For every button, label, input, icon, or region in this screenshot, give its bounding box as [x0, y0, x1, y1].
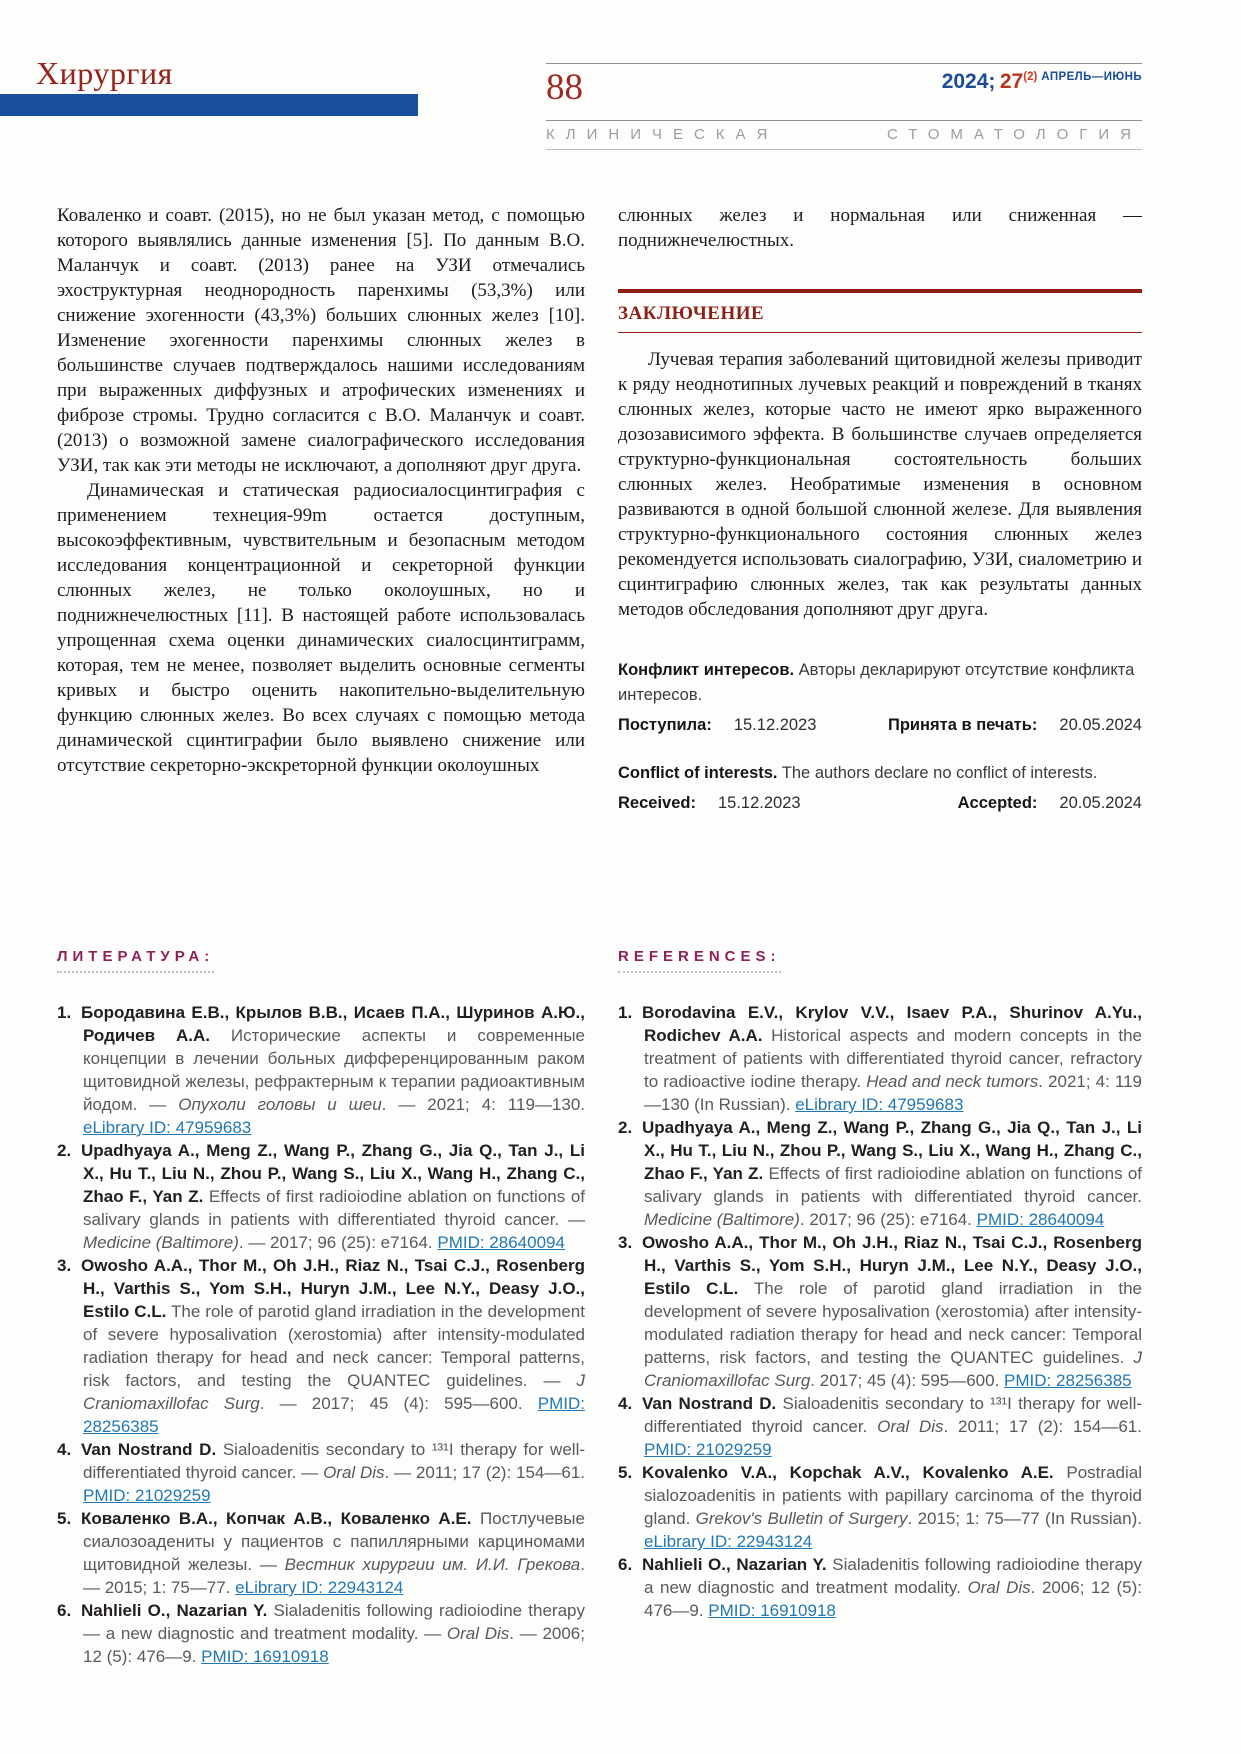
reference-number: 2.: [618, 1118, 633, 1137]
conflict-statement-en: [618, 761, 1142, 786]
reference-text: Upadhyaya A., Meng Z., Wang P., Zhang G., Jia Q., Tan J., Li X., Hu T., Liu N., Zhou P., Wang S., Liu X., Wang H., Zhang C., Zhao F., Yan Z.: [642, 1118, 1142, 1183]
reference-text: J Craniomaxillofac Surg: [644, 1348, 1142, 1390]
reference-text: Sialadenitis following radioiodine therapy a new diagnostic and treatment modality.: [644, 1555, 1142, 1597]
received-label-en: Received:: [618, 794, 696, 812]
reference-text: . — 2017; 96 (25): e7164.: [238, 1233, 438, 1252]
conflict-block-en: [618, 761, 1142, 816]
reference-text: . 2011; 17 (2): 154—61.: [943, 1417, 1142, 1436]
reference-text: J Craniomaxillofac Surg: [83, 1371, 585, 1413]
page-header-right: [546, 63, 1142, 108]
reference-text: Sialoadenitis secondary to ¹³¹I therapy for well-differentiated thyroid cancer. —: [83, 1440, 586, 1482]
reference-text: Van Nostrand D.: [81, 1440, 217, 1459]
reference-item: [618, 1461, 1142, 1553]
references-ru-list: [57, 1001, 585, 1668]
reference-text: . 2021; 4: 119—130 (In Russian).: [644, 1072, 1142, 1114]
reference-item: [618, 1116, 1142, 1231]
journal-name-word1: КЛИНИЧЕСКАЯ: [546, 126, 779, 143]
reference-text: Kovalenko V.A., Kopchak A.V., Kovalenko A.E.: [642, 1463, 1054, 1482]
issue-number: (2): [1023, 71, 1038, 83]
reference-text: . — 2021; 4: 119—130.: [381, 1095, 585, 1114]
reference-text: Опухоли головы и шеи: [178, 1095, 382, 1114]
reference-item: [618, 1231, 1142, 1392]
issue-year: 2024;: [941, 70, 996, 93]
reference-number: 4.: [57, 1440, 72, 1459]
reference-text: Постлучевые сиалозоадениты у пациентов с папиллярными карциномами щитовидной железы. —: [83, 1509, 585, 1574]
reference-text: . — 2006; 12 (5): 476—9.: [83, 1624, 585, 1666]
reference-text: Upadhyaya A., Meng Z., Wang P., Zhang G., Jia Q., Tan J., Li X., Hu T., Liu N., Zhou P., Wang S., Liu X., Wang H., Zhang C., Zhao F., Yan Z.: [81, 1141, 585, 1206]
reference-text: . 2015; 1: 75—77 (In Russian).: [907, 1509, 1142, 1528]
pmid-link[interactable]: PMID: 16910918: [708, 1601, 836, 1620]
pmid-link[interactable]: PMID: 28256385: [1004, 1371, 1132, 1390]
reference-text: Grekov's Bulletin of Surgery: [695, 1509, 908, 1528]
reference-text: Oral Dis: [446, 1624, 510, 1643]
pmid-link[interactable]: PMID: 21029259: [644, 1440, 772, 1459]
masthead-blue-bar: [0, 94, 418, 116]
received-group-en: [618, 791, 801, 816]
reference-text: Oral Dis: [877, 1417, 944, 1436]
reference-item: [57, 1507, 585, 1599]
conflict-text-ru: Авторы декларируют отсутствие конфликта интересов.: [618, 661, 1135, 704]
references-ru-section: [57, 948, 585, 1668]
journal-name-word2: СТОМАТОЛОГИЯ: [886, 126, 1142, 143]
reference-text: Oral Dis: [323, 1463, 385, 1482]
issue-info: [942, 64, 1142, 94]
reference-text: Postradial sialozoadenitis in patients with papillary carcinoma of the thyroid gland.: [644, 1463, 1142, 1528]
reference-text: Medicine (Baltimore): [644, 1210, 800, 1229]
issue-volume: 27: [999, 70, 1024, 93]
accepted-group-ru: [888, 713, 1142, 738]
reference-text: Head and neck tumors: [866, 1072, 1039, 1091]
reference-text: Исторические аспекты и современные концепции в лечении больных дифференцированным раком щитовидной железы, рефрактерным к терапии радиоактивным йодом. —: [83, 1026, 585, 1114]
reference-text: Owosho A.A., Thor M., Oh J.H., Riaz N., Tsai C.J., Rosenberg H., Varthis S., Yom S.H., Huryn J.M., Lee N.Y., Deasy J.O., Estilo C.L.: [642, 1233, 1142, 1298]
reference-number: 1.: [618, 1003, 633, 1022]
reference-item: [618, 1392, 1142, 1461]
reference-number: 6.: [57, 1601, 72, 1620]
reference-text: Owosho A.A., Thor M., Oh J.H., Riaz N., Tsai C.J., Rosenberg H., Varthis S., Yom S.H., Huryn J.M., Lee N.Y., Deasy J.O., Estilo C.L.: [81, 1256, 585, 1321]
reference-text: . 2006; 12 (5): 476—9.: [644, 1578, 1142, 1620]
article-paragraph: слюнных желез и нормальная или сниженная — поднижнечелюстных.: [618, 205, 1142, 251]
article-paragraph: Динамическая и статическая радиосиалосцинтиграфия с применением технеция-99m остается доступным, высокоэффективным, чувствительным и безопасным методом исследования концентрационной и секреторной функции слюнных желез, не только околоушных, но и поднижнечелюстных [11]. В настоящей работе использовалась упрощенная схема оценки динамических сиалосцинтиграмм, которая, тем не менее, позволяет выделить основные сегменты кривых и быстро оценить накопительно-выделительную функцию слюнных желез. Во всех случаях с помощью метода динамической сцинтиграфии было выявлено снижение или отсутствие секреторно-экскреторной функции околоушных: [57, 480, 585, 776]
reference-number: 1.: [57, 1003, 72, 1022]
reference-item: [57, 1139, 585, 1254]
reference-item: [57, 1001, 585, 1139]
section-title: Хирургия: [36, 55, 173, 91]
pmid-link[interactable]: PMID: 16910918: [201, 1647, 329, 1666]
reference-number: 3.: [57, 1256, 72, 1275]
reference-text: Sialoadenitis secondary to ¹³¹I therapy for well-differentiated thyroid cancer.: [644, 1394, 1143, 1436]
reference-number: 6.: [618, 1555, 633, 1574]
article-column-right: [618, 203, 1142, 816]
conclusion-heading: ЗАКЛЮЧЕНИЕ: [618, 303, 765, 324]
pmid-link[interactable]: PMID: 28640094: [437, 1233, 565, 1252]
reference-text: . — 2011; 17 (2): 154—61.: [384, 1463, 585, 1482]
dates-row-ru: [618, 713, 1142, 738]
reference-item: [57, 1254, 585, 1438]
received-date-ru: 15.12.2023: [733, 716, 817, 734]
conclusion-paragraph: Лучевая терапия заболеваний щитовидной железы приводит к ряду неоднотипных лучевых реакций и повреждений в тканях слюнных желез, которые часто не имеют ярко выраженного дозозависимого эффекта. В большинстве случаев определяется структурно-функциональная состоятельность больших слюнных желез. Необратимые изменения в основном развиваются в одной большой слюнной железе. Для выявления структурно-функционального состояния слюнных желез рекомендуется использовать сиалографию, УЗИ, сиалометрию и сцинтиграфию слюнных желез, так как результаты данных методов обследования дополняют друг друга.: [618, 349, 1142, 620]
references-en-section: [618, 948, 1142, 1622]
issue-months: АПРЕЛЬ—ИЮНЬ: [1041, 71, 1142, 83]
reference-text: Sialadenitis following radioiodine therapy — a new diagnostic and treatment modality. —: [83, 1601, 585, 1643]
reference-text: Effects of first radioiodine ablation on functions of salivary glands in patients with differentiated thyroid cancer. —: [83, 1187, 586, 1229]
reference-text: . — 2015; 1: 75—77.: [83, 1555, 585, 1597]
references-en-heading: REFERENCES:: [618, 948, 781, 973]
reference-item: [618, 1553, 1142, 1622]
accepted-group-en: [958, 791, 1142, 816]
journal-name-strip: [546, 120, 1142, 150]
reference-text: Коваленко В.А., Копчак А.В., Коваленко А.Е.: [81, 1509, 472, 1528]
references-ru-heading: ЛИТЕРАТУРА:: [57, 948, 214, 973]
reference-text: Бородавина Е.В., Крылов В.В., Исаев П.А., Шуринов А.Ю., Родичев А.А.: [81, 1003, 585, 1045]
conflict-label-ru: Конфликт интересов.: [618, 661, 795, 679]
article-paragraph: Коваленко и соавт. (2015), но не был указан метод, с помощью которого выявлялись данные изменения [5]. По данным В.О. Маланчук и соавт. (2013) ранее на УЗИ отмечались эхоструктурная неоднородность паренхимы (53,3%) или снижение эхогенности (43,3%) больших слюнных желез [10]. Изменение эхогенности паренхимы слюнных желез в большинстве случаев подтверждалось нашими исследованиям при выраженных диффузных и атрофических изменениях и фиброзе стромы. Трудно согласится с В.О. Маланчук и соавт. (2013) о возможной замене сиалографического исследования УЗИ, так как эти методы не исключают, а дополняют друг друга.: [57, 205, 585, 476]
conflict-label-en: Conflict of interests.: [618, 764, 778, 782]
received-date-en: 15.12.2023: [717, 794, 801, 812]
article-column-left: [57, 203, 585, 778]
reference-text: Effects of first radioiodine ablation on functions of salivary glands in patients with differentiated thyroid cancer.: [644, 1164, 1142, 1206]
elibrary-link[interactable]: eLibrary ID: 47959683: [795, 1095, 964, 1114]
references-en-list: [618, 1001, 1142, 1622]
reference-text: . 2017; 45 (4): 595—600.: [810, 1371, 1005, 1390]
reference-text: The role of parotid gland irradiation in the development of severe hyposalivation (xerostomia) after intensity-modulated radiation therapy for head and neck cancer: Temporal patterns, risk factors, and testing the QUANTEC guidelines. —: [83, 1302, 585, 1390]
accepted-date-ru: 20.05.2024: [1059, 716, 1142, 734]
pmid-link[interactable]: PMID: 21029259: [83, 1486, 211, 1505]
reference-number: 2.: [57, 1141, 72, 1160]
reference-text: Oral Dis: [967, 1578, 1031, 1597]
conclusion-heading-block: [618, 289, 1142, 333]
reference-text: . — 2017; 45 (4): 595—600.: [259, 1394, 538, 1413]
reference-text: Medicine (Baltimore): [83, 1233, 239, 1252]
reference-text: Вестник хирургии им. И.И. Грекова: [284, 1555, 581, 1574]
page-number: 88: [546, 67, 583, 108]
received-label-ru: Поступила:: [618, 716, 712, 734]
conflict-statement-ru: [618, 658, 1142, 708]
reference-number: 4.: [618, 1394, 633, 1413]
elibrary-link[interactable]: eLibrary ID: 22943124: [644, 1532, 813, 1551]
elibrary-link[interactable]: eLibrary ID: 47959683: [83, 1118, 252, 1137]
accepted-date-en: 20.05.2024: [1059, 794, 1142, 812]
accepted-label-ru: Принята в печать:: [887, 716, 1038, 734]
reference-text: Historical aspects and modern concepts in the treatment of patients with differentiated thyroid cancer, refractory to radioactive iodine therapy.: [644, 1026, 1143, 1091]
reference-text: Nahlieli O., Nazarian Y.: [81, 1601, 268, 1620]
reference-item: [57, 1599, 585, 1668]
dates-row-en: [618, 791, 1142, 816]
reference-text: Nahlieli O., Nazarian Y.: [642, 1555, 827, 1574]
pmid-link[interactable]: PMID: 28256385: [83, 1394, 585, 1436]
reference-number: 5.: [57, 1509, 72, 1528]
conflict-text-en: The authors declare no conflict of interests.: [777, 764, 1098, 782]
reference-number: 3.: [618, 1233, 633, 1252]
reference-text: . 2017; 96 (25): e7164.: [799, 1210, 977, 1229]
reference-number: 5.: [618, 1463, 633, 1482]
reference-item: [57, 1438, 585, 1507]
reference-item: [618, 1001, 1142, 1116]
elibrary-link[interactable]: eLibrary ID: 22943124: [235, 1578, 404, 1597]
received-group-ru: [618, 713, 816, 738]
pmid-link[interactable]: PMID: 28640094: [976, 1210, 1105, 1229]
reference-text: The role of parotid gland irradiation in the development of severe hyposalivation (xerostomia) after intensity-modulated radiation therapy for head and neck cancer: Temporal patterns, risk factors, and testing the QUANTEC guidelines.: [644, 1279, 1142, 1367]
reference-text: Van Nostrand D.: [642, 1394, 777, 1413]
reference-text: Borodavina E.V., Krylov V.V., Isaev P.A., Shurinov A.Yu., Rodichev A.A.: [642, 1003, 1142, 1045]
accepted-label-en: Accepted:: [957, 794, 1038, 812]
conflict-block-ru: [618, 658, 1142, 738]
